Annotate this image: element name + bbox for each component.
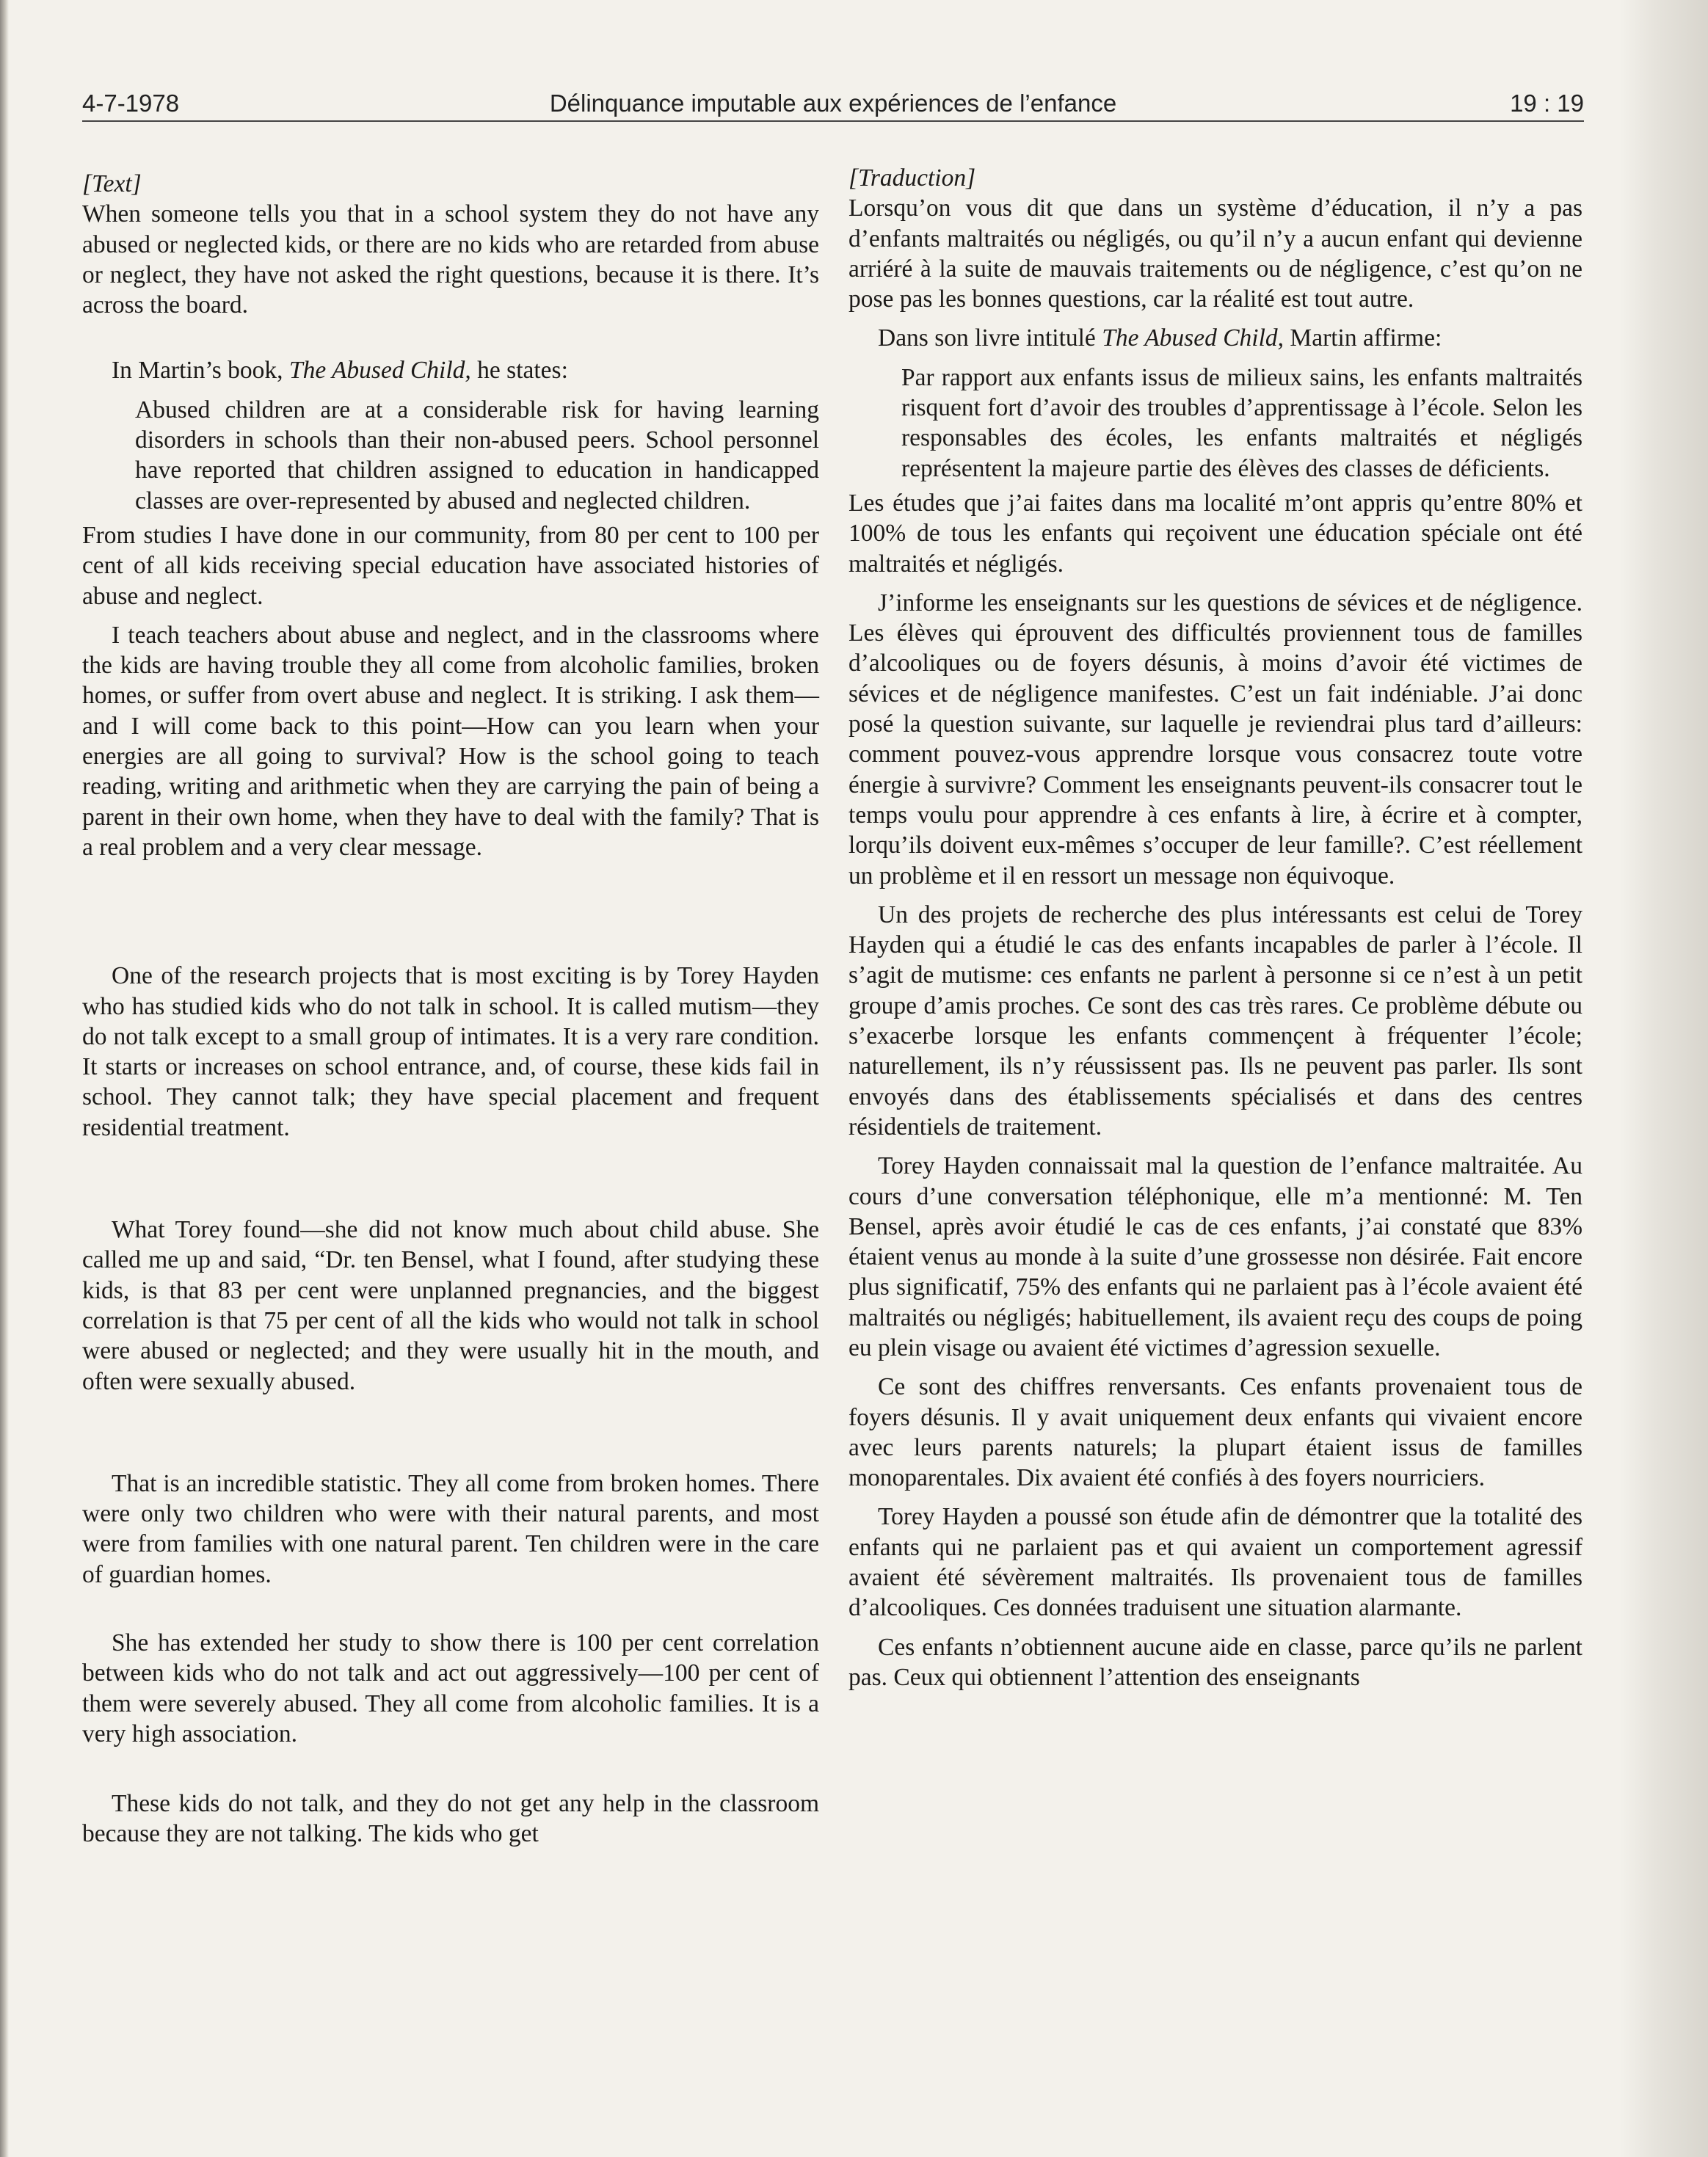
en-paragraph-6: What Torey found—she did not know much about child abuse. She called me up and said, “Dr. ten Bensel, what I found, after studying these kids, is that 83 per cent were unplanned pregnancies, and the biggest correlation is that 75 per cent of all the kids who would not talk in school were abused or neglected; and they were usually hit in the mouth, and often were sexually abused.	[82, 1216, 819, 1395]
header-rule	[82, 120, 1584, 122]
fr-paragraph-6: Torey Hayden connaissait mal la question de l’enfance maltraitée. Au cours d’une conversation téléphonique, elle m’a mentionné: M. Ten Bensel, après avoir étudié le cas de ces enfants, j’ai constaté que 83% étaient venus au monde à la suite d’une grossesse non désirée. Fait encore plus significatif, 75% des enfants qui ne parlaient pas à l’école avaient été maltraités ou négligés; habituellement, ils avaient reçu des coups de poing eu plein visage ou avaient été victimes d’agression sexuelle.	[848, 1152, 1582, 1361]
header-title: Délinquance imputable aux expériences de l’enfance	[549, 90, 1117, 117]
fr-paragraph-4: J’informe les enseignants sur les questions de sévices et de négligence. Les élèves qui éprouvent des difficultés proviennent tous de familles d’alcooliques ou de foyers désunis, à moins d’avoir été victimes de sévices et de négligence manifestes. C’est un fait indéniable. J’ai donc posé la question suivante, sur laquelle je reviendrai plus tard d’ailleurs: comment pouvez-vous apprendre lorsque vous consacrez toute votre énergie à survivre? Comment les enseignants peuvent-ils consacrer tout le temps voulu pour apprendre à ces enfants à lire, à écrire et à compter, lorqu’ils doivent eux-mêmes s’occuper de leur famille?. C’est réellement un problème et il en ressort un message non équivoque.	[848, 589, 1582, 890]
en-p2-part-a: In Martin’s book,	[112, 357, 289, 385]
traduction-label: [Traduction]	[848, 164, 976, 192]
fr-paragraph-7: Ce sont des chiffres renversants. Ces enfants provenaient tous de foyers désunis. Il y avait uniquement deux enfants qui vivaient encore avec leurs parents naturels; la plupart étaient issus de familles monoparentales. Dix avaient été confiés à des foyers nourriciers.	[848, 1373, 1582, 1492]
fr-p2-part-b: Martin affirme:	[1284, 324, 1442, 352]
text-label: [Text]	[82, 170, 142, 197]
en-p2-part-b: he states:	[470, 357, 568, 385]
en-quotation: Abused children are at a considerable risk for having learning disorders in schools than their non-abused peers. School personnel have reported that children assigned to education in handicapped classes are over-represented by abused and neglected children.	[135, 396, 819, 514]
en-paragraph-7: That is an incredible statistic. They all come from broken homes. There were only two children who were with their natural parents, and most were from families with one natural parent. Ten children were in the care of guardian homes.	[82, 1469, 819, 1588]
en-paragraph-4: I teach teachers about abuse and neglect, and in the classrooms where the kids are having trouble they all come from alcoholic families, broken homes, or suffer from overt abuse and neglect. It is striking. I ask them—and I will come back to this point—How can you learn when your energies are all going to survival? How is the school going to teach reading, writing and arithmetic when they are carrying the pain of being a parent in their own home, when they have to deal with the family? That is a real problem and a very clear message.	[82, 621, 819, 861]
page-binding-edge	[0, 0, 9, 2157]
fr-paragraph-1: Lorsqu’on vous dit que dans un système d’éducation, il n’y a pas d’enfants maltraités ou négligés, ou qu’il n’y a aucun enfant qui devienne arriéré à la suite de mauvais traitements ou de négligence, c’est qu’on ne pose pas les bonnes questions, car la réalité est tout autre.	[848, 194, 1582, 313]
en-paragraph-9: These kids do not talk, and they do not get any help in the classroom because they are not talking. The kids who get	[82, 1790, 819, 1848]
fr-paragraph-8: Torey Hayden a poussé son étude afin de démontrer que la totalité des enfants qui ne parlaient pas et qui avaient un comportement agressif avaient été sévèrement maltraités. Ils provenaient tous de familles d’alcooliques. Ces données traduisent une situation alarmante.	[848, 1503, 1582, 1622]
page-right-edge	[1620, 0, 1708, 2157]
fr-p2-part-a: Dans son livre intitulé	[878, 324, 1102, 352]
fr-book-title: The Abused Child,	[1102, 324, 1284, 352]
en-paragraph-3: From studies I have done in our community, from 80 per cent to 100 per cent of all kids receiving special education have associated histories of abuse and neglect.	[82, 521, 819, 610]
header-page-number: 19 : 19	[1510, 90, 1584, 117]
en-paragraph-1: When someone tells you that in a school system they do not have any abused or neglected kids, or there are no kids who are retarded from abuse or neglect, they have not asked the right questions, because it is there. It’s across the board.	[82, 200, 819, 319]
french-column	[848, 161, 1582, 1692]
fr-paragraph-2	[848, 323, 1582, 353]
en-book-title: The Abused Child,	[288, 357, 471, 385]
header-date: 4-7-1978	[82, 90, 180, 117]
fr-paragraph-5: Un des projets de recherche des plus intéressants est celui de Torey Hayden qui a étudié le cas des enfants incapables de parler à l’école. Il s’agit de mutisme: ces enfants ne parlent à personne si ce n’est à un petit groupe d’amis proches. Ce sont des cas très rares. Ce problème débute ou s’exacerbe lorsque les enfants commençent à fréquenter l’école; naturellement, ils n’y réussissent pas. Ils ne peuvent pas parler. Ils sont envoyés dans des établissements spécialisés et dans des centres résidentiels de traitement.	[848, 901, 1582, 1141]
en-paragraph-2	[82, 355, 819, 385]
fr-paragraph-9: Ces enfants n’obtiennent aucune aide en classe, parce qu’ils ne parlent pas. Ceux qui obtiennent l’attention des enseignants	[848, 1633, 1582, 1691]
en-paragraph-8: She has extended her study to show there is 100 per cent correlation between kids who do not talk and act out aggressively—100 per cent of them were severely abused. They all come from alcoholic families. It is a very high association.	[82, 1629, 819, 1747]
fr-quotation: Par rapport aux enfants issus de milieux sains, les enfants maltraités risquent fort d’avoir des troubles d’apprentissage à l’école. Selon les responsables des écoles, les enfants maltraités et négligés représentent la majeure partie des élèves des classes de déficients.	[901, 363, 1582, 482]
english-column	[82, 161, 819, 1849]
en-paragraph-5: One of the research projects that is most exciting is by Torey Hayden who has studied kids who do not talk in school. It is called mutism—they do not talk except to a small group of intimates. It is a very rare condition. It starts or increases on school entrance, and, of course, these kids fail in school. They cannot talk; they have special placement and frequent residential treatment.	[82, 962, 819, 1141]
fr-paragraph-3: Les études que j’ai faites dans ma localité m’ont appris qu’entre 80% et 100% de tous les enfants qui reçoivent une éducation spéciale ont été maltraités et négligés.	[848, 489, 1582, 578]
